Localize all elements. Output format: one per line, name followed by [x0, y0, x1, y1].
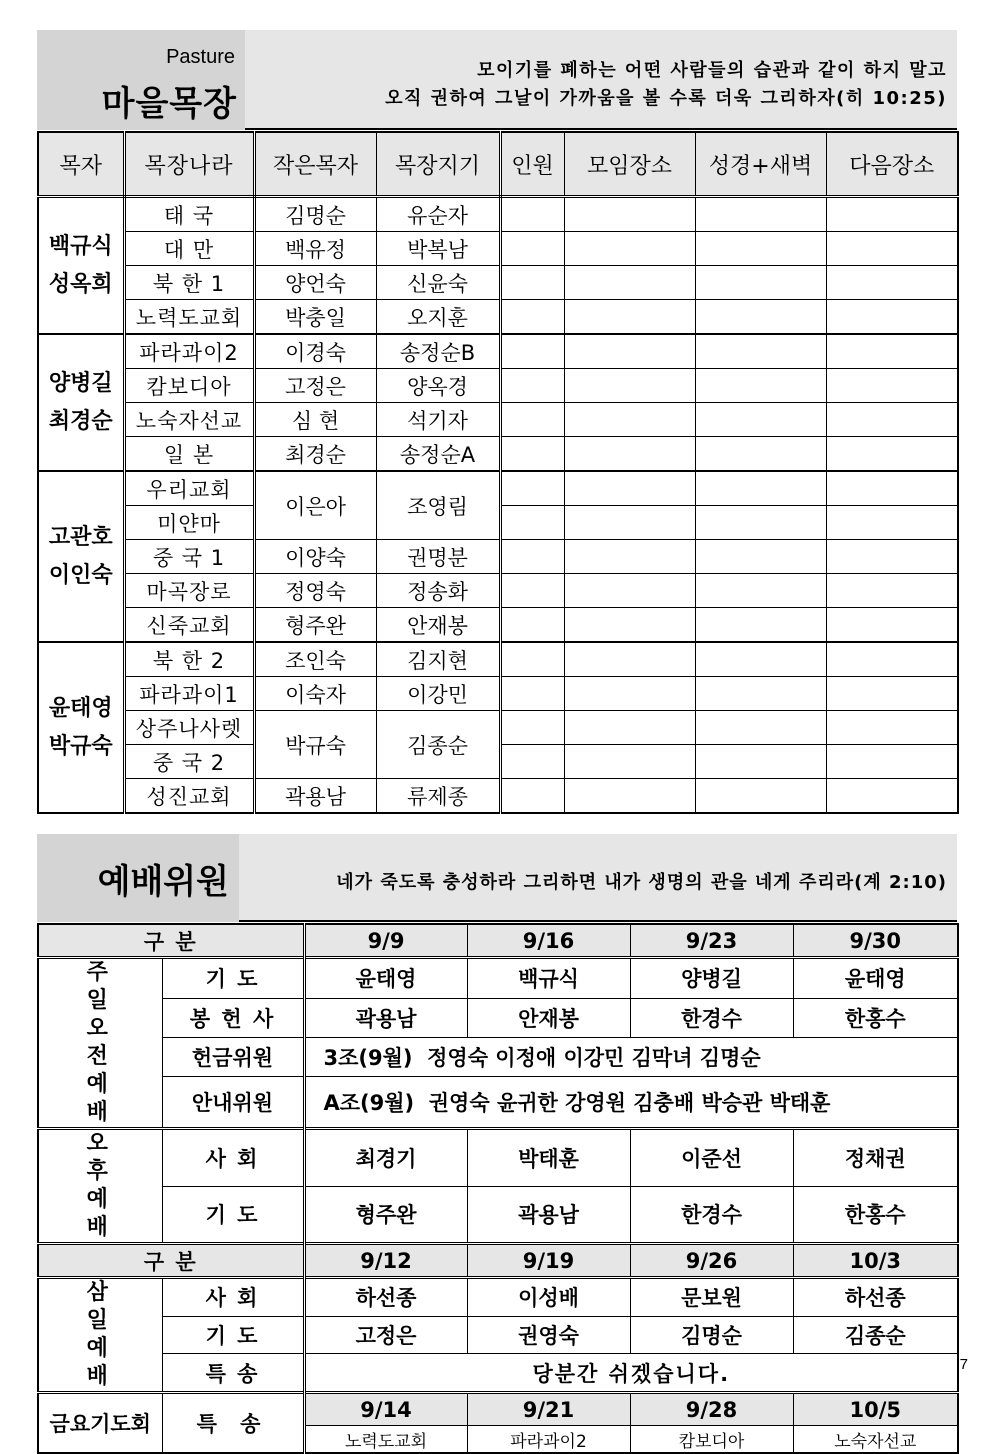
keeper-cell: 송정순B — [376, 334, 500, 369]
table-row — [38, 1186, 958, 1244]
next-place-cell[interactable] — [826, 506, 958, 540]
count-cell[interactable] — [500, 471, 564, 506]
table-row — [38, 1244, 958, 1278]
sunday-pm-label: 오 후 예 배 — [38, 1129, 162, 1244]
header-bible: 성경+새벽 — [695, 132, 826, 197]
worship-verse: 네가 죽도록 충성하라 그리하면 내가 생명의 관을 네게 주리라(계 2:10) — [336, 872, 947, 893]
next-place-cell[interactable] — [826, 471, 958, 506]
next-place-cell[interactable] — [826, 300, 958, 335]
count-cell[interactable] — [500, 711, 564, 745]
table-row — [38, 779, 958, 814]
money-members: 3조(9월) 정영숙 이정애 이강민 김막녀 김명순 — [304, 1037, 958, 1076]
pasture-title-en: Pasture — [166, 46, 235, 68]
next-place-cell[interactable] — [826, 197, 958, 232]
next-place-cell[interactable] — [826, 677, 958, 711]
count-cell[interactable] — [500, 197, 564, 232]
table-row — [38, 1278, 958, 1317]
place-cell[interactable] — [564, 471, 695, 506]
keeper-cell: 김종순 — [376, 711, 500, 779]
bible-cell[interactable] — [695, 506, 826, 540]
money-label: 헌금위원 — [162, 1037, 304, 1076]
count-cell[interactable] — [500, 266, 564, 300]
count-cell[interactable] — [500, 403, 564, 437]
pastor-names: 백규식 성옥희 — [38, 197, 124, 335]
name-cell: 양병길 — [630, 958, 793, 999]
keeper-cell: 정송화 — [376, 574, 500, 608]
date-cell: 9/23 — [630, 924, 793, 958]
name-cell: 한홍수 — [793, 998, 958, 1037]
name-cell: 고정은 — [304, 1316, 467, 1354]
place-cell[interactable] — [564, 300, 695, 335]
host-label: 사 회 — [162, 1278, 304, 1317]
place-cell[interactable] — [564, 608, 695, 643]
small-pastor-cell: 박규숙 — [254, 711, 376, 779]
name-cell: 한경수 — [630, 998, 793, 1037]
name-cell: 하선종 — [793, 1278, 958, 1317]
small-pastor-cell: 백유정 — [254, 232, 376, 266]
place-cell[interactable] — [564, 540, 695, 574]
worship-title: 예배위원 — [97, 862, 229, 902]
small-pastor-cell: 정영숙 — [254, 574, 376, 608]
date-cell: 9/19 — [467, 1244, 630, 1278]
name-cell: 윤태영 — [304, 958, 467, 999]
worship-header — [37, 834, 957, 922]
keeper-cell: 석기자 — [376, 403, 500, 437]
table-row — [38, 1077, 958, 1129]
table-row — [38, 369, 958, 403]
small-pastor-cell: 곽용남 — [254, 779, 376, 814]
next-place-cell[interactable] — [826, 574, 958, 608]
bible-cell[interactable] — [695, 608, 826, 643]
place-cell[interactable] — [564, 745, 695, 779]
next-place-cell[interactable] — [826, 642, 958, 677]
table-row — [38, 574, 958, 608]
special-cell: 노력도교회 — [304, 1426, 467, 1454]
next-place-cell[interactable] — [826, 745, 958, 779]
count-cell[interactable] — [500, 334, 564, 369]
keeper-cell: 김지현 — [376, 642, 500, 677]
next-place-cell[interactable] — [826, 266, 958, 300]
keeper-cell: 권명분 — [376, 540, 500, 574]
name-cell: 김명순 — [630, 1316, 793, 1354]
place-cell[interactable] — [564, 403, 695, 437]
country-cell: 신죽교회 — [124, 608, 254, 643]
date-cell: 10/5 — [793, 1393, 958, 1426]
date-cell: 9/12 — [304, 1244, 467, 1278]
table-row — [38, 437, 958, 472]
pasture-title-ko: 마을목장 — [101, 84, 237, 124]
friday-label: 금요기도회 — [38, 1393, 162, 1454]
small-pastor-cell: 조인숙 — [254, 642, 376, 677]
special-cell: 캄보디아 — [630, 1426, 793, 1454]
bible-cell[interactable] — [695, 197, 826, 232]
name-cell: 김종순 — [793, 1316, 958, 1354]
next-place-cell[interactable] — [826, 437, 958, 472]
name-cell: 정채권 — [793, 1129, 958, 1187]
name-cell: 이성배 — [467, 1278, 630, 1317]
country-cell: 태 국 — [124, 197, 254, 232]
next-place-cell[interactable] — [826, 369, 958, 403]
next-place-cell[interactable] — [826, 403, 958, 437]
keeper-cell: 유순자 — [376, 197, 500, 232]
name-cell: 백규식 — [467, 958, 630, 999]
count-cell[interactable] — [500, 437, 564, 472]
place-cell[interactable] — [564, 369, 695, 403]
date-cell: 9/26 — [630, 1244, 793, 1278]
table-row — [38, 1393, 958, 1426]
country-cell: 미얀마 — [124, 506, 254, 540]
country-cell: 우리교회 — [124, 471, 254, 506]
special-label: 특 송 — [162, 1354, 304, 1393]
country-cell: 북 한 2 — [124, 642, 254, 677]
pasture-verse-line1: 모이기를 폐하는 어떤 사람들의 습관과 같이 하지 말고 — [477, 60, 947, 81]
header-next-place: 다음장소 — [826, 132, 958, 197]
bible-cell[interactable] — [695, 232, 826, 266]
header-small-pastor: 작은목자 — [254, 132, 376, 197]
table-row — [38, 677, 958, 711]
name-cell: 안재봉 — [467, 998, 630, 1037]
bible-cell[interactable] — [695, 437, 826, 472]
keeper-cell: 안재봉 — [376, 608, 500, 643]
header-place: 모임장소 — [564, 132, 695, 197]
table-row — [38, 608, 958, 643]
table-row — [38, 1129, 958, 1187]
pasture-table — [37, 131, 959, 814]
table-row — [38, 998, 958, 1037]
bible-cell[interactable] — [695, 574, 826, 608]
special-label: 특 송 — [162, 1393, 304, 1454]
place-cell[interactable] — [564, 266, 695, 300]
bible-cell[interactable] — [695, 369, 826, 403]
country-cell: 성진교회 — [124, 779, 254, 814]
gubun-label: 구 분 — [38, 1244, 304, 1278]
count-cell[interactable] — [500, 232, 564, 266]
place-cell[interactable] — [564, 506, 695, 540]
bible-cell[interactable] — [695, 745, 826, 779]
pasture-title-box — [37, 30, 245, 130]
place-cell[interactable] — [564, 711, 695, 745]
special-notice: 당분간 쉬겠습니다. — [304, 1354, 958, 1393]
name-cell: 박태훈 — [467, 1129, 630, 1187]
country-cell: 노숙자선교 — [124, 403, 254, 437]
count-cell[interactable] — [500, 574, 564, 608]
next-place-cell[interactable] — [826, 608, 958, 643]
small-pastor-cell: 이경숙 — [254, 334, 376, 369]
country-cell: 북 한 1 — [124, 266, 254, 300]
pasture-header — [37, 30, 957, 130]
host-label: 사 회 — [162, 1129, 304, 1187]
keeper-cell: 신윤숙 — [376, 266, 500, 300]
small-pastor-cell: 이은아 — [254, 471, 376, 540]
table-row — [38, 232, 958, 266]
table-row — [38, 540, 958, 574]
name-cell: 이준선 — [630, 1129, 793, 1187]
usher-members: A조(9월) 권영숙 윤귀한 강영원 김충배 박승관 박태훈 — [304, 1077, 958, 1129]
keeper-cell: 오지훈 — [376, 300, 500, 335]
header-keeper: 목장지기 — [376, 132, 500, 197]
small-pastor-cell: 박충일 — [254, 300, 376, 335]
table-row — [38, 471, 958, 506]
country-cell: 파라과이1 — [124, 677, 254, 711]
name-cell: 곽용남 — [304, 998, 467, 1037]
small-pastor-cell: 심 현 — [254, 403, 376, 437]
name-cell: 문보원 — [630, 1278, 793, 1317]
name-cell: 형주완 — [304, 1186, 467, 1244]
country-cell: 노력도교회 — [124, 300, 254, 335]
usher-label: 안내위원 — [162, 1077, 304, 1129]
next-place-cell[interactable] — [826, 779, 958, 814]
date-cell: 9/21 — [467, 1393, 630, 1426]
bible-cell[interactable] — [695, 711, 826, 745]
bible-cell[interactable] — [695, 677, 826, 711]
prayer-label: 기 도 — [162, 1316, 304, 1354]
keeper-cell: 양옥경 — [376, 369, 500, 403]
table-row — [38, 1037, 958, 1076]
name-cell: 곽용남 — [467, 1186, 630, 1244]
count-cell[interactable] — [500, 608, 564, 643]
small-pastor-cell: 고정은 — [254, 369, 376, 403]
gubun-label: 구 분 — [38, 924, 304, 958]
date-cell: 10/3 — [793, 1244, 958, 1278]
count-cell[interactable] — [500, 677, 564, 711]
small-pastor-cell: 이양숙 — [254, 540, 376, 574]
pasture-header-row — [38, 132, 958, 197]
wednesday-label: 삼 일 예 배 — [38, 1278, 162, 1393]
place-cell[interactable] — [564, 232, 695, 266]
table-row — [38, 197, 958, 232]
count-cell[interactable] — [500, 540, 564, 574]
small-pastor-cell: 양언숙 — [254, 266, 376, 300]
special-cell: 파라과이2 — [467, 1426, 630, 1454]
header-pastor: 목자 — [38, 132, 124, 197]
bible-cell[interactable] — [695, 266, 826, 300]
keeper-cell: 송정순A — [376, 437, 500, 472]
count-cell[interactable] — [500, 779, 564, 814]
keeper-cell: 조영림 — [376, 471, 500, 540]
date-cell: 9/9 — [304, 924, 467, 958]
keeper-cell: 이강민 — [376, 677, 500, 711]
count-cell[interactable] — [500, 745, 564, 779]
table-row — [38, 403, 958, 437]
table-row — [38, 958, 958, 999]
bible-cell[interactable] — [695, 540, 826, 574]
date-cell: 9/16 — [467, 924, 630, 958]
page-number: 7 — [959, 1356, 968, 1373]
worship-title-box — [37, 834, 239, 922]
pastor-names: 윤태영 박규숙 — [38, 642, 124, 813]
name-cell: 한경수 — [630, 1186, 793, 1244]
count-cell[interactable] — [500, 642, 564, 677]
prayer-label: 기 도 — [162, 958, 304, 999]
small-pastor-cell: 이숙자 — [254, 677, 376, 711]
pastor-names: 양병길 최경순 — [38, 334, 124, 471]
date-cell: 9/28 — [630, 1393, 793, 1426]
count-cell[interactable] — [500, 300, 564, 335]
bible-cell[interactable] — [695, 403, 826, 437]
table-row — [38, 300, 958, 335]
country-cell: 일 본 — [124, 437, 254, 472]
place-cell[interactable] — [564, 574, 695, 608]
table-row — [38, 924, 958, 958]
table-row — [38, 711, 958, 745]
header-count: 인원 — [500, 132, 564, 197]
pastor-names: 고관호 이인숙 — [38, 471, 124, 642]
sunday-am-label: 주 일 오 전 예 배 — [38, 958, 162, 1129]
bible-cell[interactable] — [695, 300, 826, 335]
pasture-verse-line2: 오직 권하여 그날이 가까움을 볼 수록 더욱 그리하자(히 10:25) — [385, 88, 947, 109]
count-cell[interactable] — [500, 506, 564, 540]
name-cell: 한홍수 — [793, 1186, 958, 1244]
small-pastor-cell: 김명순 — [254, 197, 376, 232]
table-row — [38, 1354, 958, 1393]
keeper-cell: 류제종 — [376, 779, 500, 814]
count-cell[interactable] — [500, 369, 564, 403]
name-cell: 하선종 — [304, 1278, 467, 1317]
keeper-cell: 박복남 — [376, 232, 500, 266]
table-row — [38, 334, 958, 369]
country-cell: 상주나사렛 — [124, 711, 254, 745]
prayer-label: 기 도 — [162, 1186, 304, 1244]
bible-cell[interactable] — [695, 471, 826, 506]
date-cell: 9/14 — [304, 1393, 467, 1426]
place-cell[interactable] — [564, 437, 695, 472]
country-cell: 대 만 — [124, 232, 254, 266]
country-cell: 중 국 1 — [124, 540, 254, 574]
place-cell[interactable] — [564, 779, 695, 814]
bible-cell[interactable] — [695, 642, 826, 677]
name-cell: 최경기 — [304, 1129, 467, 1187]
bible-cell[interactable] — [695, 334, 826, 369]
country-cell: 캄보디아 — [124, 369, 254, 403]
date-cell: 9/30 — [793, 924, 958, 958]
small-pastor-cell: 최경순 — [254, 437, 376, 472]
country-cell: 마곡장로 — [124, 574, 254, 608]
next-place-cell[interactable] — [826, 232, 958, 266]
bible-cell[interactable] — [695, 779, 826, 814]
place-cell[interactable] — [564, 677, 695, 711]
country-cell: 파라과이2 — [124, 334, 254, 369]
table-row — [38, 1316, 958, 1354]
place-cell[interactable] — [564, 197, 695, 232]
place-cell[interactable] — [564, 334, 695, 369]
worship-table — [37, 923, 959, 1454]
country-cell: 중 국 2 — [124, 745, 254, 779]
special-cell: 노숙자선교 — [793, 1426, 958, 1454]
place-cell[interactable] — [564, 642, 695, 677]
next-place-cell[interactable] — [826, 540, 958, 574]
small-pastor-cell: 형주완 — [254, 608, 376, 643]
table-row — [38, 642, 958, 677]
offering-label: 봉 헌 사 — [162, 998, 304, 1037]
name-cell: 권영숙 — [467, 1316, 630, 1354]
header-country: 목장나라 — [124, 132, 254, 197]
name-cell: 윤태영 — [793, 958, 958, 999]
next-place-cell[interactable] — [826, 711, 958, 745]
table-row — [38, 266, 958, 300]
next-place-cell[interactable] — [826, 334, 958, 369]
